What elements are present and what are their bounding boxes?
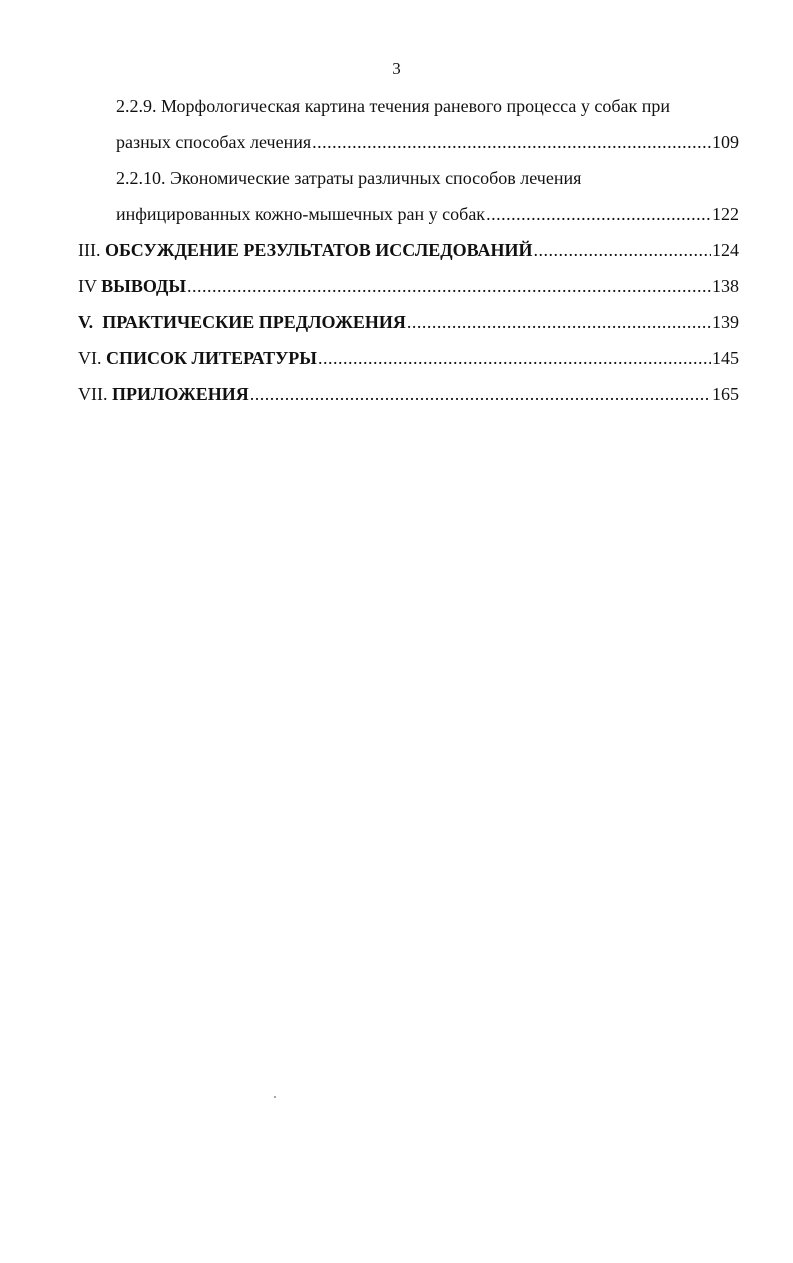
chapter-title: ОБСУЖДЕНИЕ РЕЗУЛЬТАТОВ ИССЛЕДОВАНИЙ — [104, 240, 533, 260]
toc-entry-text: разных способах лечения — [116, 132, 312, 152]
chapter-title: ПРАКТИЧЕСКИЕ ПРЕДЛОЖЕНИЯ — [102, 312, 406, 332]
toc-page-number: 139 — [712, 312, 739, 332]
chapter-title: СПИСОК ЛИТЕРАТУРЫ — [106, 348, 317, 368]
dot-leader — [407, 304, 711, 340]
chapter-numeral: VI. — [78, 348, 106, 368]
table-of-contents — [78, 88, 739, 412]
dot-leader — [486, 196, 711, 232]
dot-leader — [250, 376, 711, 412]
toc-chapter-5 — [78, 304, 739, 340]
toc-entry-2-2-9-line1: 2.2.9. Морфологическая картина течения раневого процесса у собак при — [116, 96, 671, 116]
chapter-numeral: IV — [78, 276, 102, 296]
dot-leader — [187, 268, 711, 304]
toc-entry-text: инфицированных кожно-мышечных ран у собак — [116, 204, 486, 224]
toc-chapter-6 — [78, 340, 739, 376]
toc-chapter-4 — [78, 268, 739, 304]
toc-chapter-7 — [78, 376, 739, 412]
toc-page-number: 145 — [712, 348, 739, 368]
toc-entry-2-2-10-line1: 2.2.10. Экономические затраты различных способов лечения — [116, 168, 582, 188]
toc-page-number: 109 — [712, 132, 739, 152]
scan-speck — [274, 1096, 276, 1098]
chapter-title: ВЫВОДЫ — [101, 276, 187, 296]
chapter-numeral: V. — [78, 312, 103, 332]
toc-page-number: 165 — [712, 384, 739, 404]
toc-chapter-3 — [78, 232, 739, 268]
page-number: 3 — [392, 59, 401, 78]
toc-page-number: 122 — [712, 204, 739, 224]
chapter-title: ПРИЛОЖЕНИЯ — [112, 384, 249, 404]
toc-entry-2-2-10-line2 — [78, 196, 739, 232]
toc-page-number: 124 — [712, 240, 739, 260]
chapter-numeral: III. — [78, 240, 105, 260]
toc-page-number: 138 — [712, 276, 739, 296]
chapter-numeral: VII. — [78, 384, 112, 404]
dot-leader — [534, 232, 711, 268]
dot-leader — [312, 124, 711, 160]
toc-entry-2-2-9-line2 — [78, 124, 739, 160]
dot-leader — [318, 340, 711, 376]
